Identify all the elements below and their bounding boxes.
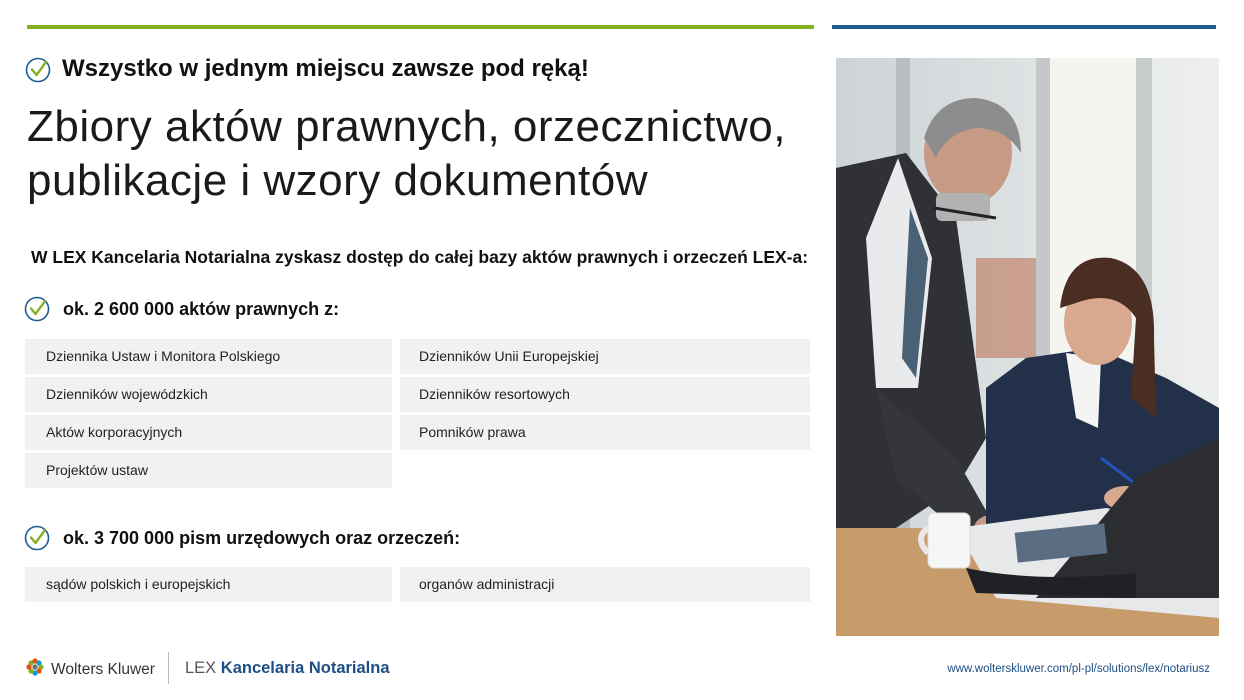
office-photo (836, 58, 1219, 636)
product-name (185, 659, 390, 678)
page-title-line-2: publikacje i wzory dokumentów (27, 156, 649, 205)
top-accent-bar-green (27, 25, 814, 29)
check-circle-icon (24, 296, 50, 322)
list-item: Dzienników Unii Europejskiej (400, 339, 810, 374)
intro-text: W LEX Kancelaria Notarialna zyskasz dostęp do całej bazy aktów prawnych i orzeczeń LEX-a: (31, 247, 809, 267)
list-item: Dzienników resortowych (400, 377, 810, 412)
check-circle-icon (25, 57, 51, 83)
website-link[interactable]: www.wolterskluwer.com/pl-pl/solutions/lex/notariusz (947, 663, 1210, 675)
list-item: Aktów korporacyjnych (25, 415, 392, 450)
wolters-kluwer-logo-icon (25, 657, 45, 682)
check-circle-icon (24, 525, 50, 551)
list-item: sądów polskich i europejskich (25, 567, 392, 602)
section-title-rulings: ok. 3 700 000 pism urzędowych oraz orzeczeń: (63, 528, 461, 548)
section-title-acts: ok. 2 600 000 aktów prawnych z: (63, 299, 340, 319)
wolters-kluwer-logo (25, 657, 155, 682)
product-prefix: LEX (185, 659, 217, 677)
footer-divider (168, 652, 169, 684)
product-title: Kancelaria Notarialna (220, 659, 390, 677)
list-item: Dzienników wojewódzkich (25, 377, 392, 412)
headline: Wszystko w jednym miejscu zawsze pod ręką! (62, 55, 589, 82)
list-item: Pomników prawa (400, 415, 810, 450)
top-accent-bar-blue (832, 25, 1216, 29)
list-item: Projektów ustaw (25, 453, 392, 488)
page-title (27, 100, 786, 208)
page-title-line-1: Zbiory aktów prawnych, orzecznictwo, (27, 102, 786, 151)
list-item: Dziennika Ustaw i Monitora Polskiego (25, 339, 392, 374)
list-item: organów administracji (400, 567, 810, 602)
office-photo-illustration (836, 58, 1219, 636)
brand-name: Wolters Kluwer (51, 660, 155, 678)
